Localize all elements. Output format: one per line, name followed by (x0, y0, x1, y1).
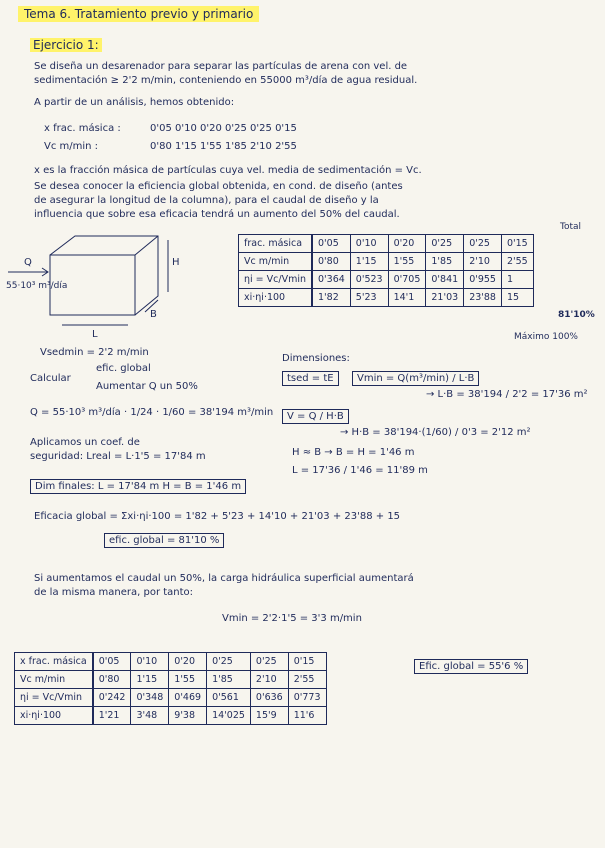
table-cell: 11'6 (288, 707, 326, 725)
table-cell: 0'80 (312, 253, 350, 271)
table-cell: 1'85 (207, 671, 251, 689)
table-cell: 0'25 (250, 653, 288, 671)
page-title: Tema 6. Tratamiento previo y primario (18, 6, 259, 22)
table-cell: 0'348 (131, 689, 169, 707)
table-row (15, 689, 327, 707)
data-v-values: 0'80 1'15 1'55 1'85 2'10 2'55 (150, 141, 297, 152)
lb-area: → L·B = 38'194 / 2'2 = 17'36 m² (426, 389, 588, 400)
total-note: Total (560, 222, 582, 232)
table-cell: 2'10 (250, 671, 288, 689)
coef-line-2: seguridad: Lreal = L·1'5 = 17'84 m (30, 451, 206, 462)
table-cell: 0'773 (288, 689, 326, 707)
statement-line-7: influencia que sobre esa eficacia tendrá un aumento del 50% del caudal. (34, 209, 400, 220)
table-cell: 1'15 (131, 671, 169, 689)
vmin-new: Vmin = 2'2·1'5 = 3'3 m/min (222, 613, 362, 624)
table-cell: 0'955 (464, 271, 502, 289)
row-label: xi·ηi·100 (239, 289, 313, 307)
table-cell: 1'55 (388, 253, 426, 271)
table-cell: 0'523 (350, 271, 388, 289)
table-cell: 14'1 (388, 289, 426, 307)
row-label: xi·ηi·100 (15, 707, 93, 725)
table-cell: 0'561 (207, 689, 251, 707)
table-cell: 9'38 (169, 707, 207, 725)
table-cell: 1 (501, 271, 533, 289)
table-row (15, 707, 327, 725)
statement-line-6: de asegurar la longitud de la columna), para el caudal de diseño y la (34, 195, 379, 206)
increase-line-2: de la misma manera, por tanto: (34, 587, 194, 598)
length-label: L (92, 329, 98, 340)
calcular-label: Calcular (30, 373, 71, 384)
table-cell: 23'88 (464, 289, 502, 307)
table-cell: 0'15 (288, 653, 326, 671)
flow-value: 55·10³ m³/día (6, 281, 68, 291)
statement-line-5: Se desea conocer la eficiencia global obtenida, en cond. de diseño (antes (34, 181, 403, 192)
table-cell: 0'364 (312, 271, 350, 289)
table-row (15, 671, 327, 689)
table-cell: 0'242 (93, 689, 131, 707)
statement-line-4: x es la fracción másica de partículas cuya vel. media de sedimentación = Vc. (34, 165, 422, 176)
tsed-equals-te: tsed = tE (282, 371, 339, 386)
table-cell: 0'10 (131, 653, 169, 671)
table-cell: 15'9 (250, 707, 288, 725)
option-aumentar-q: Aumentar Q un 50% (96, 381, 198, 392)
data-v-label: Vc m/min : (44, 141, 99, 152)
table-cell: 2'10 (464, 253, 502, 271)
h-equals-b: H ≈ B → B = H = 1'46 m (292, 447, 415, 458)
table-row (239, 271, 534, 289)
table-cell: 0'636 (250, 689, 288, 707)
table-cell: 1'21 (93, 707, 131, 725)
table-cell: 0'705 (388, 271, 426, 289)
coef-line-1: Aplicamos un coef. de (30, 437, 140, 448)
width-label: B (150, 309, 157, 320)
results-table-design (238, 234, 534, 307)
table-cell: 1'15 (350, 253, 388, 271)
dimensions-label: Dimensiones: (282, 353, 350, 364)
table-cell: 0'05 (312, 235, 350, 253)
table-cell: 0'80 (93, 671, 131, 689)
table-cell: 1'85 (426, 253, 464, 271)
l-equation: L = 17'36 / 1'46 = 11'89 m (292, 465, 428, 476)
table-cell: 14'025 (207, 707, 251, 725)
row-label: Vc m/min (239, 253, 313, 271)
total-efficiency: 81'10% (558, 310, 595, 320)
efficiency-result: efic. global = 81'10 % (104, 533, 224, 548)
table-cell: 1'82 (312, 289, 350, 307)
table-cell: 5'23 (350, 289, 388, 307)
efficiency-result-increased: Efic. global = 55'6 % (414, 659, 528, 674)
table-cell: 0'05 (93, 653, 131, 671)
hb-area: → H·B = 38'194·(1/60) / 0'3 = 2'12 m² (340, 427, 531, 438)
final-dimensions: Dim finales: L = 17'84 m H = B = 1'46 m (30, 479, 246, 494)
exercise-label: Ejercicio 1: (30, 38, 102, 52)
row-label: ηi = Vc/Vmin (15, 689, 93, 707)
data-x-values: 0'05 0'10 0'20 0'25 0'25 0'15 (150, 123, 297, 134)
table-cell: 2'55 (288, 671, 326, 689)
option-efic-global: efic. global (96, 363, 151, 374)
table-cell: 15 (501, 289, 533, 307)
table-row (15, 653, 327, 671)
table-row (239, 253, 534, 271)
table-cell: 0'469 (169, 689, 207, 707)
row-label: x frac. másica (15, 653, 93, 671)
table-cell: 0'20 (388, 235, 426, 253)
vmin-line: Vsedmin = 2'2 m/min (40, 347, 149, 358)
row-label: Vc m/min (15, 671, 93, 689)
table-row (239, 289, 534, 307)
vmin-equation: Vmin = Q(m³/min) / L·B (352, 371, 479, 386)
height-label: H (172, 257, 180, 268)
table-cell: 1'55 (169, 671, 207, 689)
efficiency-sum: Eficacia global = Σxi·ηi·100 = 1'82 + 5'23 + 14'10 + 21'03 + 23'88 + 15 (34, 511, 401, 522)
q-conversion: Q = 55·10³ m³/día · 1/24 · 1/60 = 38'194 m³/min (30, 407, 274, 418)
row-label: frac. másica (239, 235, 313, 253)
table-cell: 2'55 (501, 253, 533, 271)
table-cell: 0'841 (426, 271, 464, 289)
results-table-increased (14, 652, 327, 725)
data-x-label: x frac. másica : (44, 123, 121, 134)
statement-line-2: sedimentación ≥ 2'2 m/min, conteniendo en 55000 m³/día de agua residual. (34, 75, 418, 86)
table-cell: 3'48 (131, 707, 169, 725)
max-note: Máximo 100% (514, 332, 578, 342)
table-cell: 0'20 (169, 653, 207, 671)
row-label: ηi = Vc/Vmin (239, 271, 313, 289)
table-cell: 0'25 (207, 653, 251, 671)
v-equation: V = Q / H·B (282, 409, 349, 424)
table-cell: 0'25 (426, 235, 464, 253)
table-cell: 0'15 (501, 235, 533, 253)
table-cell: 0'25 (464, 235, 502, 253)
statement-line-1: Se diseña un desarenador para separar las partículas de arena con vel. de (34, 61, 408, 72)
table-cell: 21'03 (426, 289, 464, 307)
increase-line-1: Si aumentamos el caudal un 50%, la carga hidráulica superficial aumentará (34, 573, 414, 584)
statement-line-3: A partir de un análisis, hemos obtenido: (34, 97, 235, 108)
table-cell: 0'10 (350, 235, 388, 253)
flow-label: Q (24, 257, 32, 268)
table-row (239, 235, 534, 253)
